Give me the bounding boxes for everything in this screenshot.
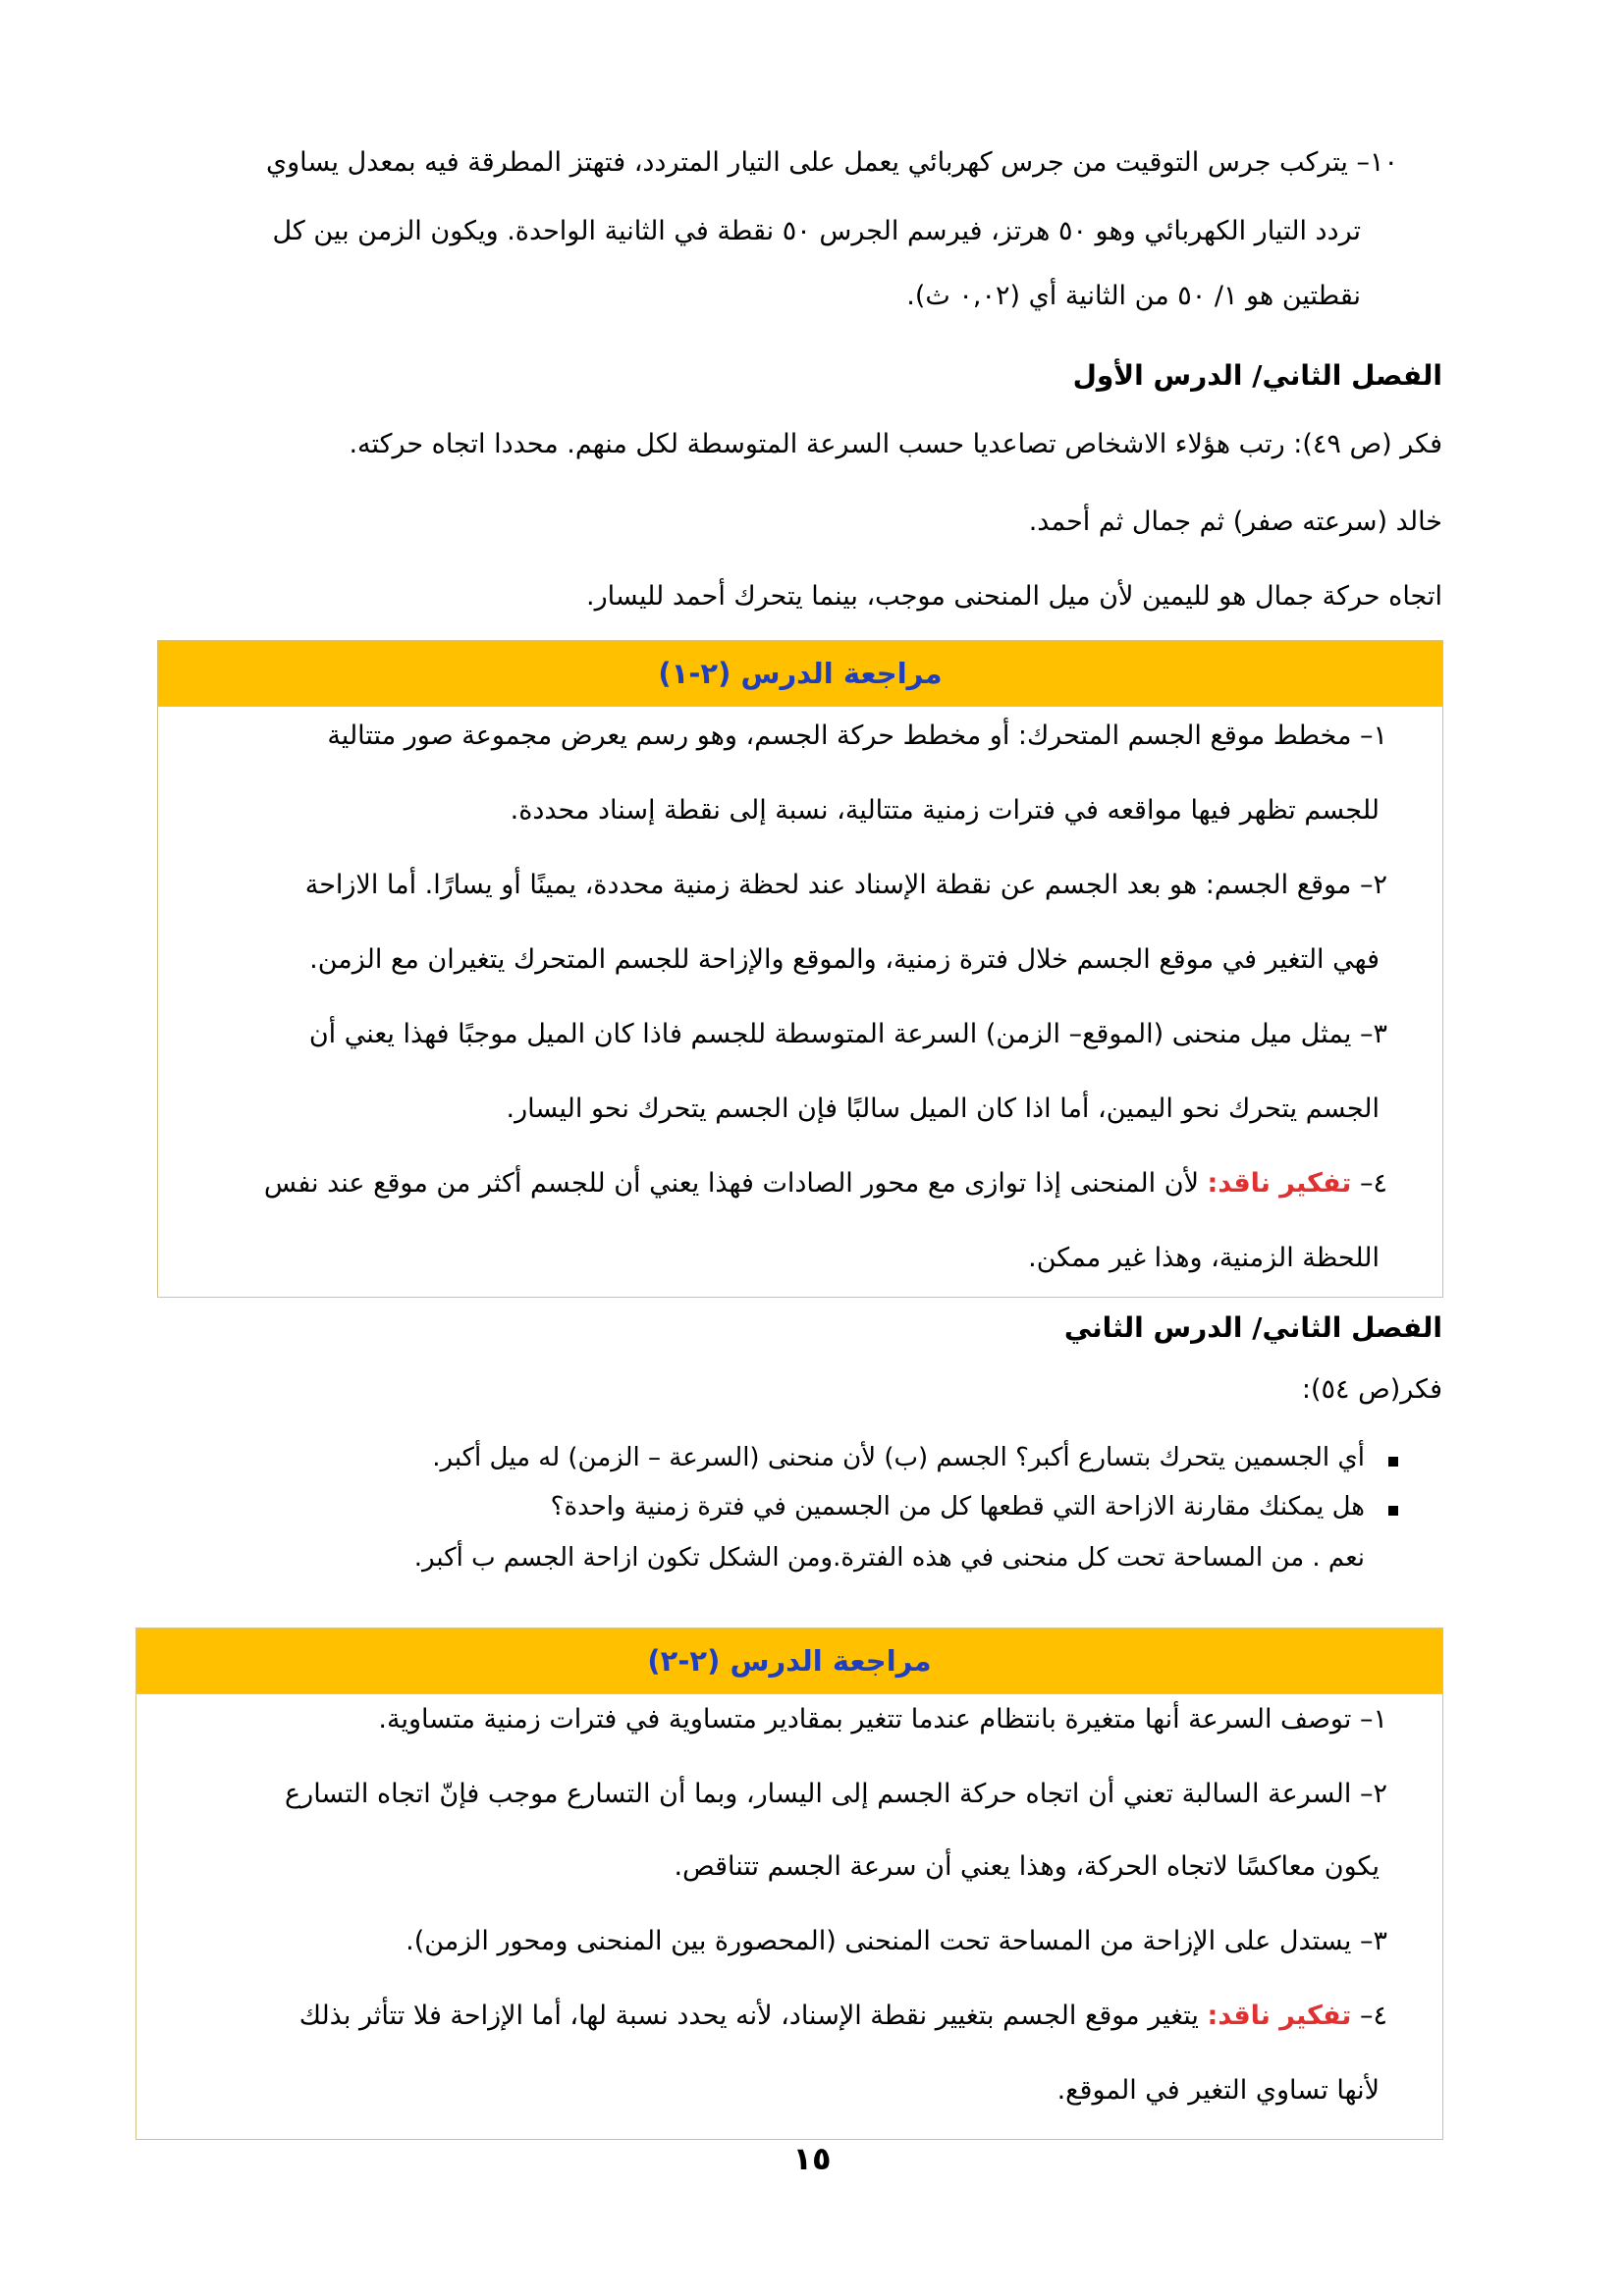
- bullet-marker-2: [1388, 1506, 1398, 1516]
- section2-answer: نعم . من المساحة تحت كل منحنى في هذه الفترة.ومن الشكل تكون ازاحة الجسم ب أكبر.: [413, 1543, 1365, 1573]
- review2-item-4-line-1: [299, 2001, 1387, 2031]
- review-box-2: [135, 1628, 1443, 2140]
- bullet-item-2: [551, 1492, 1398, 1522]
- review1-item-1-line-1: ١– مخطط موقع الجسم المتحرك: أو مخطط حركة الجسم، وهو رسم يعرض مجموعة صور متتالية: [327, 721, 1387, 751]
- review1-item-2-line-1: ٢– موقع الجسم: هو بعد الجسم عن نقطة الإسناد عند لحظة زمنية محددة، يمينًا أو يسارًا. أما الازاحة: [304, 870, 1387, 900]
- review1-item-4-line-1: [264, 1168, 1387, 1199]
- review1-item-3-line-2: الجسم يتحرك نحو اليمين، أما اذا كان الميل سالبًا فإن الجسم يتحرك نحو اليسار.: [506, 1094, 1380, 1124]
- section1-heading: الفصل الثاني/ الدرس الأول: [1072, 359, 1442, 392]
- critical-thinking-label: تفكير ناقد:: [1207, 1168, 1352, 1199]
- review1-item-4-line-2: اللحظة الزمنية، وهذا غير ممكن.: [1028, 1243, 1380, 1273]
- review2-item-4-number: ٤–: [1351, 2001, 1387, 2031]
- bullet-text-2: هل يمكنك مقارنة الازاحة التي قطعها كل من الجسمين في فترة زمنية واحدة؟: [550, 1492, 1365, 1522]
- section1-answer1: خالد (سرعته صفر) ثم جمال ثم أحمد.: [1028, 507, 1442, 537]
- review1-item-2-line-2: فهي التغير في موقع الجسم خلال فترة زمنية، والموقع والإزاحة للجسم المتحرك يتغيران مع الزمن.: [309, 944, 1380, 975]
- intro-line-3: نقطتين هو ١/ ٥٠ من الثانية أي (٠,٠٢ ث).: [906, 281, 1361, 311]
- section1-think: فكر (ص ٤٩): رتب هؤلاء الاشخاص تصاعديا حسب السرعة المتوسطة لكل منهم. محددا اتجاه حركته.: [349, 429, 1442, 459]
- intro-line-2: تردد التيار الكهربائي وهو ٥٠ هرتز، فيرسم الجرس ٥٠ نقطة في الثانية الواحدة. ويكون الزمن بين كل: [272, 216, 1361, 246]
- review2-item-2-line-2: يكون معاكسًا لاتجاه الحركة، وهذا يعني أن سرعة الجسم تتناقص.: [674, 1851, 1380, 1882]
- review-box-2-header: [136, 1629, 1442, 1694]
- bullet-text-1: أي الجسمين يتحرك بتسارع أكبر؟ الجسم (ب) لأن منحنى (السرعة – الزمن) له ميل أكبر.: [432, 1443, 1365, 1472]
- section2-think: فكر(ص ٥٤):: [1301, 1374, 1442, 1405]
- review1-item-4-number: ٤–: [1351, 1168, 1387, 1199]
- review1-item-1-line-2: للجسم تظهر فيها مواقعه في فترات زمنية متتالية، نسبة إلى نقطة إسناد محددة.: [510, 795, 1380, 826]
- section2-heading: الفصل الثاني/ الدرس الثاني: [1063, 1311, 1442, 1344]
- intro-line-1: ١٠– يتركب جرس التوقيت من جرس كهربائي يعمل على التيار المتردد، فتهتز المطرقة فيه بمعدل يساوي: [266, 147, 1398, 178]
- review2-item-4-text: يتغير موقع الجسم بتغيير نقطة الإسناد، لأنه يحدد نسبة لها، أما الإزاحة فلا تتأثر بذلك: [298, 2001, 1208, 2031]
- page-number: ١٥: [792, 2140, 832, 2177]
- critical-thinking-label-2: تفكير ناقد:: [1207, 2001, 1352, 2031]
- review1-item-4-text: لأن المنحنى إذا توازى مع محور الصادات فهذا يعني أن للجسم أكثر من موقع عند نفس: [263, 1168, 1208, 1199]
- review-box-1: [157, 640, 1443, 1298]
- review-box-2-title: مراجعة الدرس (٢-٢): [647, 1644, 932, 1678]
- bullet-marker-1: [1388, 1457, 1398, 1467]
- section1-answer2: اتجاه حركة جمال هو لليمين لأن ميل المنحنى موجب، بينما يتحرك أحمد لليسار.: [586, 581, 1442, 612]
- review-box-1-title: مراجعة الدرس (٢-١): [658, 657, 943, 690]
- review1-item-3-line-1: ٣– يمثل ميل منحنى (الموقع– الزمن) السرعة المتوسطة للجسم فاذا كان الميل موجبًا فهذا يعني أن: [308, 1019, 1387, 1049]
- review2-item-4-line-2: لأنها تساوي التغير في الموقع.: [1056, 2075, 1380, 2106]
- review2-item-1: ١– توصف السرعة أنها متغيرة بانتظام عندما تتغير بمقادير متساوية في فترات زمنية متساوية.: [378, 1704, 1387, 1735]
- bullet-item-1: [432, 1443, 1398, 1472]
- review2-item-2-line-1: ٢– السرعة السالبة تعني أن اتجاه حركة الجسم إلى اليسار، وبما أن التسارع موجب فإنّ اتجاه التسارع: [285, 1779, 1387, 1809]
- review-box-1-header: [158, 641, 1442, 707]
- review2-item-3: ٣– يستدل على الإزاحة من المساحة تحت المنحنى (المحصورة بين المنحنى ومحور الزمن).: [406, 1926, 1387, 1956]
